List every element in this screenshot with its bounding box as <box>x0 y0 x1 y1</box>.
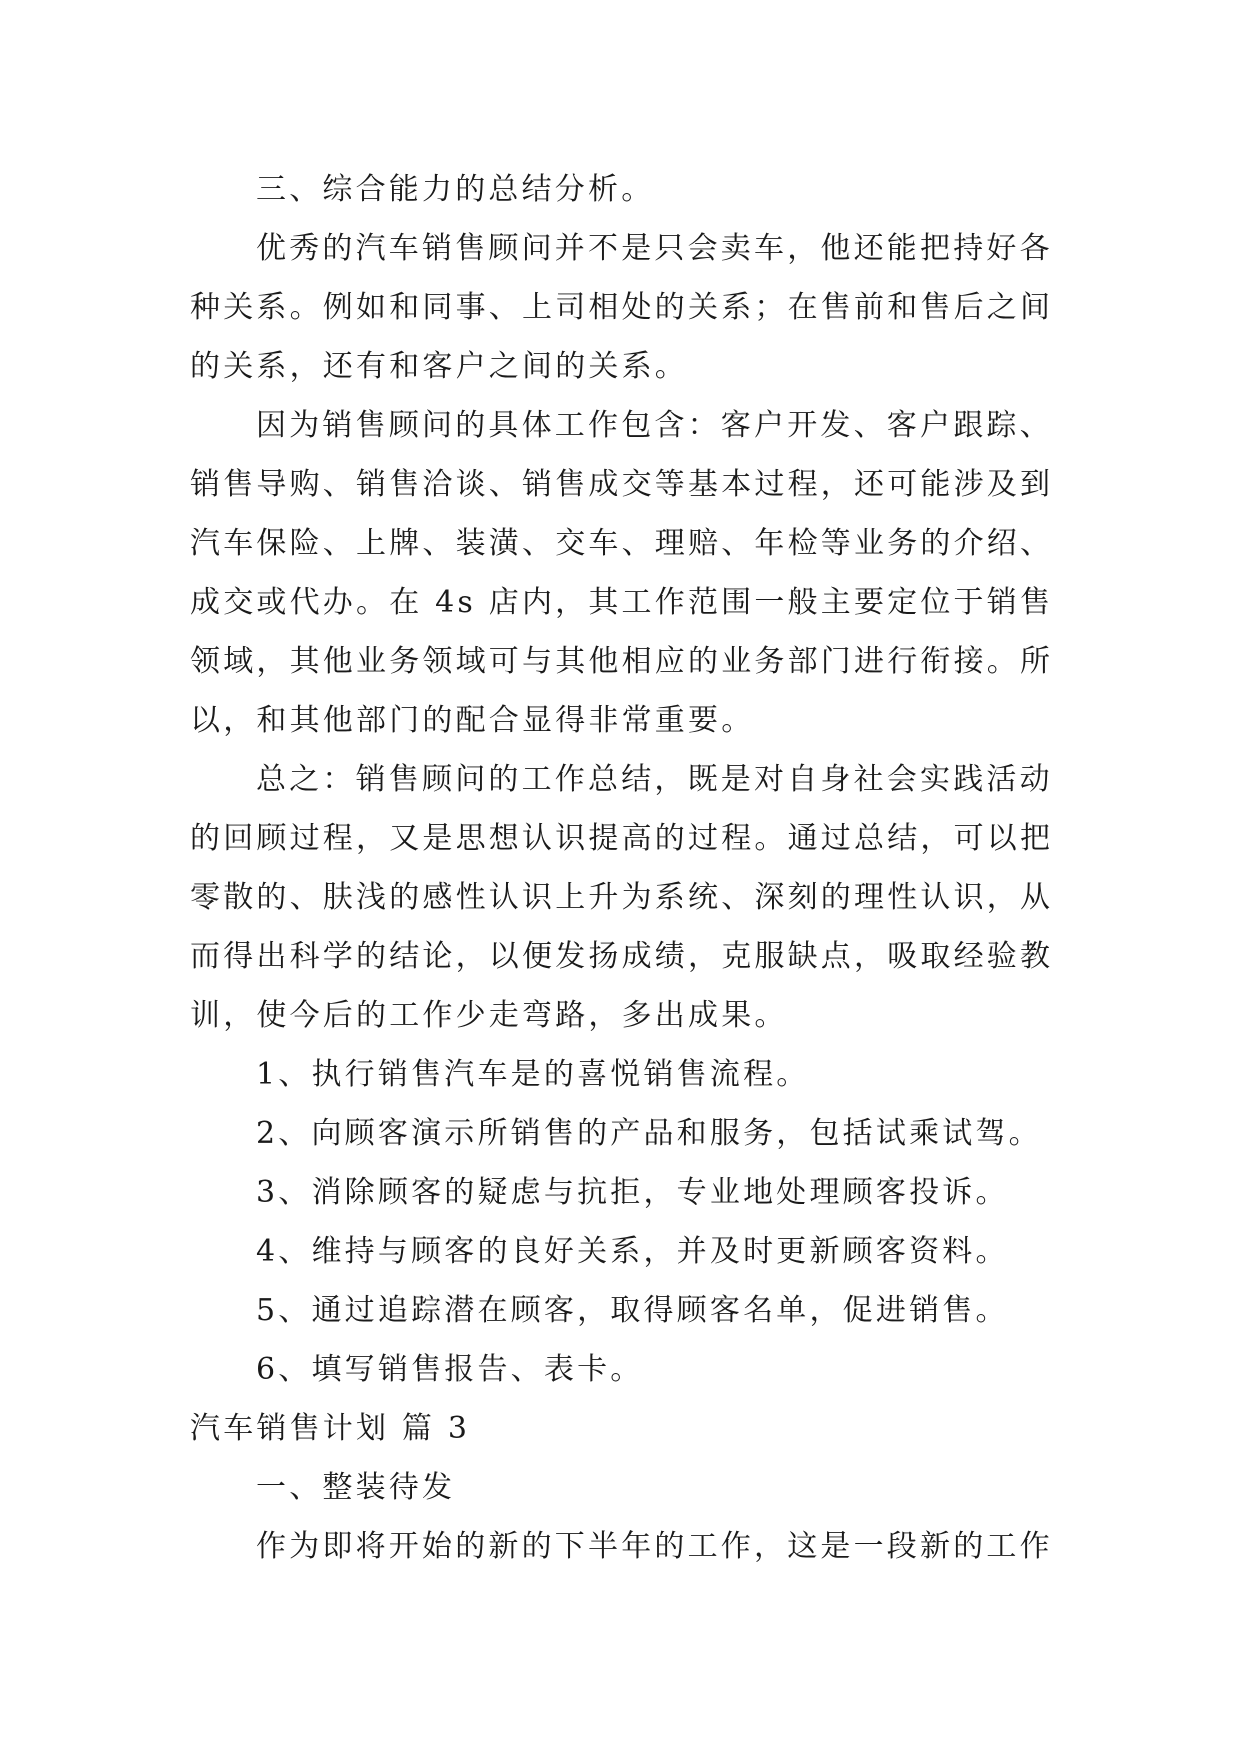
section-heading-ready: 一、整装待发 <box>256 1470 456 1505</box>
paragraph-summary: 总之：销售顾问的工作总结，既是对自身社会实践活动的回顾过程，又是思想认识提高的过程。通过总结，可以把零散的、肤浅的感性认识上升为系统、深刻的理性认识，从而得出科学的结论，以便发扬成绩，克服缺点，吸取经验教训，使今后的工作少走弯路，多出成果。 <box>190 762 1054 1033</box>
list-item-2: 2、向顾客演示所销售的产品和服务，包括试乘试驾。 <box>256 1116 1042 1151</box>
list-item-6: 6、填写销售报告、表卡。 <box>256 1352 644 1387</box>
article-title-part-3: 汽车销售计划 篇 3 <box>190 1411 471 1446</box>
paragraph-new-work: 作为即将开始的新的下半年的工作，这是一段新的工作 <box>256 1529 1053 1564</box>
list-item-4: 4、维持与顾客的良好关系，并及时更新顾客资料。 <box>256 1234 1009 1269</box>
document-body <box>190 160 1060 1576</box>
list-item-5: 5、通过追踪潜在顾客，取得顾客名单，促进销售。 <box>256 1293 1009 1328</box>
paragraph-relationships: 优秀的汽车销售顾问并不是只会卖车，他还能把持好各种关系。例如和同事、上司相处的关系；在售前和售后之间的关系，还有和客户之间的关系。 <box>190 231 1054 384</box>
section-heading-comprehensive-ability: 三、综合能力的总结分析。 <box>256 172 655 207</box>
paragraph-job-scope: 因为销售顾问的具体工作包含：客户开发、客户跟踪、销售导购、销售洽谈、销售成交等基本过程，还可能涉及到汽车保险、上牌、装潢、交车、理赔、年检等业务的介绍、成交或代办。在 4s 店内，其工作范围一般主要定位于销售领域，其他业务领域可与其他相应的业务部门进行衔接。所以，和其他部门的配合显得非常重要。 <box>190 408 1054 738</box>
list-item-3: 3、消除顾客的疑虑与抗拒，专业地处理顾客投诉。 <box>256 1175 1009 1210</box>
list-item-1: 1、执行销售汽车是的喜悦销售流程。 <box>256 1057 810 1092</box>
